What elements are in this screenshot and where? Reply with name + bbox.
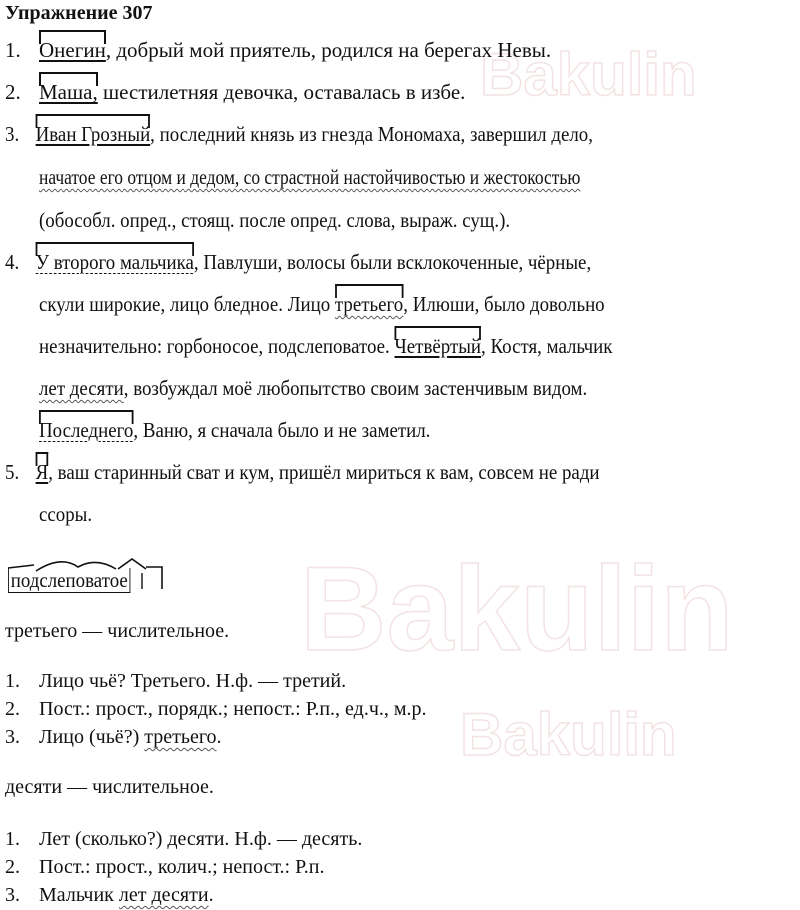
morpheme-marks-icon (6, 553, 166, 593)
sentence-5-line-1: 5. Я, ваш старинный сват и кум, пришёл мириться к вам, совсем не ради (5, 460, 600, 484)
analysis-item: 2. Пост.: прост., порядк.; непост.: Р.п., ед.ч., м.р. (5, 698, 427, 720)
sentence-4-line-1: 4. У второго мальчика, Павлуши, волосы были всклокоченные, чёрные, (5, 250, 592, 274)
analysis-heading: третьего — числительное. (5, 620, 230, 642)
sentence-4-line-4: лет десяти, возбуждал моё любопытство своим застенчивым видом. (39, 376, 588, 400)
attribute: лет десяти (39, 376, 124, 400)
analysis-item: 1. Лицо чьё? Третьего. Н.ф. — третий. (5, 670, 347, 692)
object: Последнего (39, 418, 134, 442)
subject: Маша, (39, 80, 98, 104)
analysis-item: 3. Лицо (чьё?) третьего. (5, 726, 222, 748)
watermark: Bakulin (480, 41, 697, 108)
adverbial: начатое его отцом и дедом, со страстной настойчивостью и жестокостью (39, 165, 581, 189)
sentence-3-line-1: 3. Иван Грозный, последний князь из гнезда Мономаха, завершил дело, (5, 122, 593, 146)
subject: Я (35, 460, 49, 484)
subject: Четвёртый (394, 334, 482, 358)
sentence-5-line-2: ссоры. (39, 502, 93, 526)
analysis-heading: десяти — числительное. (5, 776, 214, 798)
attribute: третьего (334, 292, 404, 316)
object: У второго мальчика (35, 250, 194, 274)
sentence-1: 1. Онегин, добрый мой приятель, родился на берегах Невы. (5, 38, 552, 62)
exercise-title: Упражнение 307 (5, 2, 153, 24)
analysis-item: 2. Пост.: прост., колич.; непост.: Р.п. (5, 856, 325, 878)
watermark: Bakulin (300, 542, 734, 676)
sentence-3-line-3: (обособл. опред., стоящ. после опред. слова, выраж. сущ.). (39, 208, 511, 232)
analysis-item: 3. Мальчик лет десяти. (5, 884, 214, 906)
sentence-4-line-5: Последнего, Ваню, я сначала было и не заметил. (39, 418, 431, 442)
sentence-3-line-2 (39, 165, 580, 190)
sentence-4-line-3: незначительно: горбоносое, подслеповатое. Четвёртый, Костя, мальчик (39, 334, 613, 358)
sentence-2: 2. Маша, шестилетняя девочка, оставалась в избе. (5, 80, 466, 104)
watermark: Bakulin (460, 701, 677, 768)
analysis-item: 1. Лет (сколько?) десяти. Н.ф. — десять. (5, 828, 363, 850)
subject: Онегин (39, 38, 106, 62)
morpheme-word: подслеповатое (8, 568, 130, 593)
subject: Иван Грозный (35, 122, 151, 146)
sentence-4-line-2: скули широкие, лицо бледное. Лицо третьего, Илюши, было довольно (39, 292, 605, 316)
